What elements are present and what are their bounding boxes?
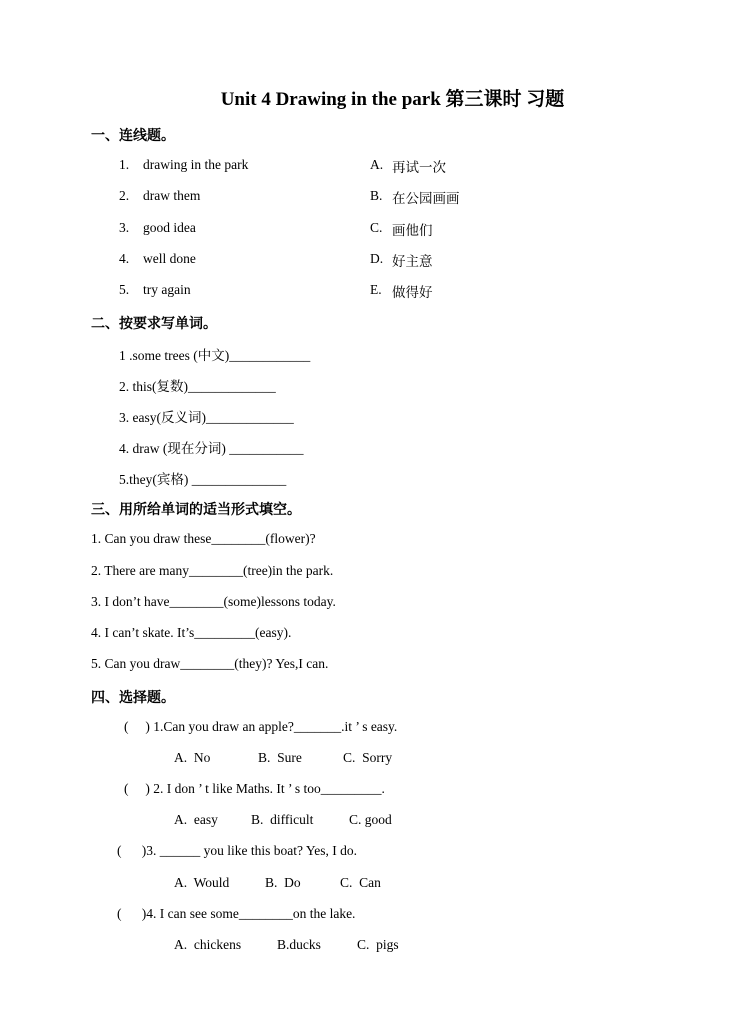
fill-item: 4. I can’t skate. It’s_________(easy). (91, 625, 292, 640)
choice-option: B. Sure (258, 750, 302, 765)
match-left-item: try again (143, 282, 191, 297)
section-2-heading: 二、按要求写单词。 (91, 317, 217, 332)
word-item: 1 .some trees (中文)____________ (119, 348, 311, 363)
match-right-item: 做得好 (392, 285, 433, 300)
match-left-num: 5. (119, 282, 130, 297)
choice-question: ( )3. ______ you like this boat? Yes, I do. (117, 843, 357, 858)
choice-option: C. Can (340, 875, 381, 890)
match-right-letter: D. (370, 251, 384, 266)
fill-item: 2. There are many________(tree)in the park. (91, 563, 334, 578)
section-4-heading: 四、选择题。 (91, 691, 175, 706)
choice-option: C. good (349, 812, 392, 827)
match-left-item: draw them (143, 188, 201, 203)
match-left-item: well done (143, 251, 196, 266)
word-item: 3. easy(反义词)_____________ (119, 410, 294, 425)
choice-option: B. Do (265, 875, 301, 890)
choice-option: A. easy (174, 812, 218, 827)
page-title: Unit 4 Drawing in the park 第三课时 习题 (220, 89, 565, 110)
fill-item: 5. Can you draw________(they)? Yes,I can. (91, 656, 329, 671)
match-right-item: 画他们 (392, 223, 433, 238)
section-1-heading: 一、连线题。 (91, 129, 175, 144)
choice-option: C. Sorry (343, 750, 393, 765)
word-item: 4. draw (现在分词) ___________ (119, 441, 304, 456)
match-right-item: 在公园画画 (392, 191, 460, 206)
choice-question: ( ) 2. I don ’ t like Maths. It ’ s too_________. (124, 781, 385, 796)
fill-item: 3. I don’t have________(some)lessons today. (91, 594, 336, 609)
word-item: 2. this(复数)_____________ (119, 379, 276, 394)
match-right-letter: A. (370, 157, 384, 172)
match-right-letter: C. (370, 220, 383, 235)
choice-option: A. chickens (174, 937, 242, 952)
fill-item: 1. Can you draw these________(flower)? (91, 531, 316, 546)
match-left-num: 4. (119, 251, 130, 266)
match-left-item: good idea (143, 220, 196, 235)
match-left-item: drawing in the park (143, 157, 249, 172)
match-right-letter: E. (370, 282, 382, 297)
match-right-item: 好主意 (392, 254, 433, 269)
word-item: 5.they(宾格) ______________ (119, 472, 287, 487)
choice-question: ( ) 1.Can you draw an apple?_______.it ’ s easy. (124, 719, 398, 734)
match-left-num: 3. (119, 220, 130, 235)
match-left-num: 2. (119, 188, 130, 203)
match-right-item: 再试一次 (392, 160, 446, 175)
section-3-heading: 三、用所给单词的适当形式填空。 (91, 503, 301, 518)
match-left-num: 1. (119, 157, 130, 172)
match-right-letter: B. (370, 188, 383, 203)
choice-option: B.ducks (277, 937, 321, 952)
choice-option: B. difficult (251, 812, 314, 827)
choice-question: ( )4. I can see some________on the lake. (117, 906, 356, 921)
choice-option: C. pigs (357, 937, 399, 952)
choice-option: A. Would (174, 875, 230, 890)
choice-option: A. No (174, 750, 211, 765)
